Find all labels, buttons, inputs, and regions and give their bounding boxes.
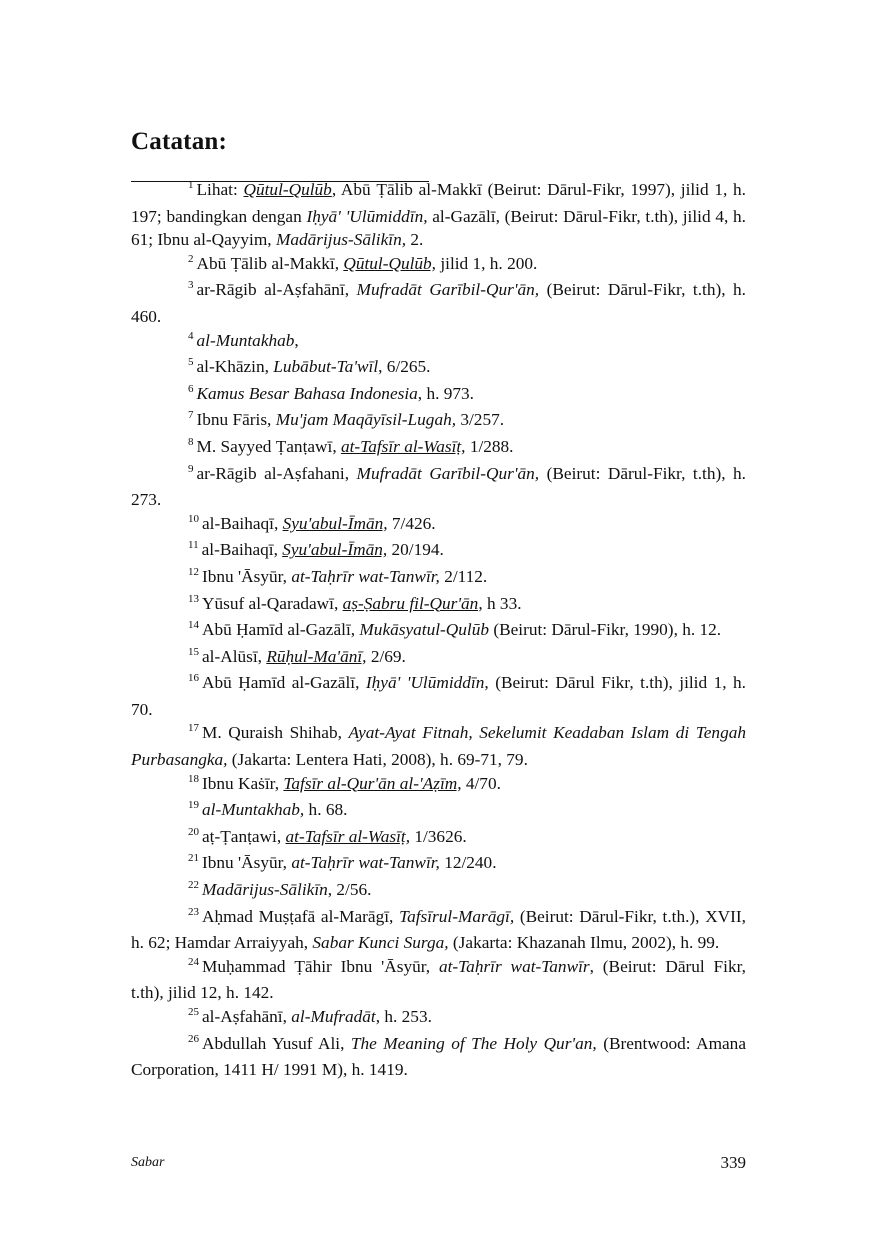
footnote-number: 22 xyxy=(188,879,199,892)
footnote-text: 4/70. xyxy=(461,773,501,793)
footnote-text: , Abū Ṭālib al-Makkī (Beirut: Dārul-Fikr, 1997), jilid 1, h. 197; bandingkan dengan xyxy=(131,180,746,226)
citation-title: Lubābut-Ta'wīl xyxy=(273,357,379,377)
footnote-22 xyxy=(131,878,746,905)
citation-title: al-Mufradāt xyxy=(291,1007,376,1026)
footnote-text: jilid 1, h. 200. xyxy=(436,253,538,273)
footnote-text: (Brentwood: Amana Corporation, 1411 H/ 1991 M), h. 1419. xyxy=(131,1033,746,1080)
footnote-9 xyxy=(131,462,746,512)
citation-title: at-Tafsīr al-Wasīṭ, xyxy=(340,436,466,456)
citation-title: at-Taḥrīr wat-Tanwīr xyxy=(438,956,590,976)
citation-title: Mukāsyatul-Qulūb xyxy=(359,620,489,640)
footnote-5 xyxy=(131,355,746,382)
footnote-number: 10 xyxy=(188,512,199,525)
footnote-text: 2. xyxy=(406,230,424,250)
footnote-number: 24 xyxy=(188,955,199,968)
footnote-text: Ibnu 'Āsyūr, xyxy=(202,566,292,586)
footnote-text: 20/194. xyxy=(387,540,444,560)
footnote-19 xyxy=(131,798,746,825)
footnote-text: 1/3626. xyxy=(410,826,467,846)
footnote-number: 20 xyxy=(188,825,199,838)
footnote-8 xyxy=(131,435,746,462)
footnote-text: 2/69. xyxy=(366,646,406,666)
footnote-number: 15 xyxy=(188,645,199,658)
footnote-text: al-Aṣfahānī, xyxy=(202,1007,292,1026)
footnote-text: (Beirut: Dārul-Fikr, 1990), h. 12. xyxy=(489,620,722,640)
footnote-number: 8 xyxy=(188,435,194,448)
footnote-text: (Beirut: Dārul-Fikr, t.th), h. 460. xyxy=(131,280,746,326)
footnote-number: 14 xyxy=(188,619,199,632)
footnote-text: Abū Ḥamīd al-Gazālī, xyxy=(202,673,366,693)
footnote-text: M. Sayyed Ṭanṭawī, xyxy=(196,436,341,456)
footnote-text: Abū Ṭālib al-Makkī, xyxy=(196,253,344,273)
citation-title: Ayat-Ayat Fitnah, Sekelumit Keadaban Islam di Tengah Purbasangka, xyxy=(131,723,746,770)
citation-title: at-Taḥrīr wat-Tanwīr, xyxy=(291,566,440,586)
footnote-number: 11 xyxy=(188,539,199,552)
footnote-1 xyxy=(131,178,746,252)
footnote-number: 18 xyxy=(188,772,199,785)
footnote-number: 21 xyxy=(188,852,199,865)
footnote-text: , (Beirut: Dārul Fikr, t.th), jilid 1, h. 70. xyxy=(131,673,746,719)
page-number: 339 xyxy=(720,1153,746,1172)
footnote-text: ar-Rāgib al-Aṣfahani, xyxy=(196,463,357,483)
citation-title: al-Muntakhab, xyxy=(202,800,305,820)
citation-title: Madārijus-Sālikīn, xyxy=(275,230,407,250)
footnote-text: , h. 253. xyxy=(375,1007,432,1026)
footnote-number: 9 xyxy=(188,462,194,475)
footnote-text: 3/257. xyxy=(456,410,505,430)
footnote-text: , 2/56. xyxy=(327,880,372,900)
citation-title: Madārijus-Sālikīn xyxy=(202,880,328,900)
footnote-text: , h. 973. xyxy=(417,383,474,403)
footnote-text: Aḥmad Muṣṭafā al-Marāgī, xyxy=(202,906,400,926)
citation-title: Mu'jam Maqāyīsil-Lugah, xyxy=(275,410,457,430)
footnote-number: 1 xyxy=(188,179,194,191)
footnote-7 xyxy=(131,408,746,435)
footnote-17 xyxy=(131,721,746,771)
footnote-18 xyxy=(131,772,746,799)
footnote-number: 13 xyxy=(188,592,199,605)
citation-title: Sabar Kunci Surga, xyxy=(312,933,449,953)
footnote-text: h 33. xyxy=(482,593,522,613)
footnote-text: ar-Rāgib al-Aṣfahānī, xyxy=(196,280,357,300)
footnote-number: 12 xyxy=(188,565,199,578)
running-title: Sabar xyxy=(131,1155,165,1170)
footnote-text: Ibnu 'Āsyūr, xyxy=(202,853,292,873)
footnote-number: 3 xyxy=(188,279,194,292)
footnote-text: al-Alūsī, xyxy=(202,646,267,666)
citation-title: at-Tafsīr al-Wasīṭ, xyxy=(285,826,411,846)
footnote-6 xyxy=(131,382,746,409)
footnote-text: Lihat: xyxy=(196,180,244,199)
footnote-text: h. 68. xyxy=(304,800,348,820)
footnote-12 xyxy=(131,565,746,592)
footnote-number: 25 xyxy=(188,1006,199,1018)
footnote-23 xyxy=(131,905,746,955)
citation-title: Qūtul-Qulūb xyxy=(243,180,332,199)
citation-title: Iḥyā' 'Ulūmiddīn xyxy=(365,673,485,693)
footnote-24 xyxy=(131,955,746,1005)
footnote-26 xyxy=(131,1032,746,1082)
footnote-number: 19 xyxy=(188,799,199,812)
footnote-text: , (Beirut: Dārul Fikr, t.th), jilid 12, h. 142. xyxy=(131,956,746,1003)
citation-title: al-Muntakhab xyxy=(196,330,295,350)
citation-title: Mufradāt Garībil-Qur'ān, xyxy=(356,463,540,483)
citation-title: Qūtul-Qulūb, xyxy=(343,253,437,273)
citation-title: Iḥyā' 'Ulūmiddīn, xyxy=(306,206,428,226)
footnote-text: 7/426. xyxy=(387,513,436,533)
citation-title: Syu'abul-Īmān, xyxy=(282,540,388,560)
page-heading: Catatan: xyxy=(131,128,228,155)
footnote-text: Abū Ḥamīd al-Gazālī, xyxy=(202,620,360,640)
footnote-20 xyxy=(131,825,746,852)
citation-title: Tafsīr al-Qur'ān al-'Aẓīm, xyxy=(283,773,462,793)
citation-title: aṣ-Ṣabru fil-Qur'ān, xyxy=(342,593,483,613)
footnote-text: al-Baihaqī, xyxy=(202,513,283,533)
footnote-13 xyxy=(131,592,746,619)
citation-title: Kamus Besar Bahasa Indonesia xyxy=(196,383,418,403)
footnote-16 xyxy=(131,671,746,721)
footnote-2 xyxy=(131,252,746,279)
footnote-text: Ibnu Fāris, xyxy=(196,410,276,430)
footnote-text: aṭ-Ṭanṭawi, xyxy=(202,826,286,846)
footnote-text: 12/240. xyxy=(439,853,497,873)
footnote-text: , 6/265. xyxy=(378,357,431,377)
footnote-text: (Beirut: Dārul-Fikr, t.th), h. 273. xyxy=(131,463,746,510)
footnote-21 xyxy=(131,851,746,878)
notes-list xyxy=(131,178,746,1082)
footnote-number: 23 xyxy=(188,905,199,918)
footnote-14 xyxy=(131,618,746,645)
footnote-text: al-Baihaqī, xyxy=(201,540,283,560)
footnote-number: 7 xyxy=(188,409,194,422)
footnote-15 xyxy=(131,645,746,672)
footnote-number: 17 xyxy=(188,722,199,735)
footnote-text: Muḥammad Ṭāhir Ibnu 'Āsyūr, xyxy=(202,956,439,976)
footnote-text: Ibnu Kaṡīr, xyxy=(202,773,284,793)
footnote-11 xyxy=(131,538,746,565)
footnote-25 xyxy=(131,1005,746,1032)
citation-title: Syu'abul-Īmān, xyxy=(282,513,388,533)
footnote-text: Abdullah Yusuf Ali, xyxy=(202,1033,351,1053)
footnote-text: (Jakarta: Lentera Hati, 2008), h. 69-71, 79. xyxy=(227,750,528,770)
footnote-number: 5 xyxy=(188,356,194,369)
footnote-text: 2/112. xyxy=(439,566,488,586)
citation-title: Tafsīrul-Marāgī, xyxy=(399,906,515,926)
footnote-number: 6 xyxy=(188,382,194,395)
citation-title: The Meaning of The Holy Qur'an, xyxy=(350,1033,597,1053)
footnote-number: 2 xyxy=(188,252,194,265)
footnote-text: Yūsuf al-Qaradawī, xyxy=(202,593,343,613)
footnote-text: (Jakarta: Khazanah Ilmu, 2002), h. 99. xyxy=(448,933,720,953)
footnote-text: M. Quraish Shihab, xyxy=(202,723,349,743)
citation-title: at-Taḥrīr wat-Tanwīr, xyxy=(291,853,440,873)
citation-title: Mufradāt Garībil-Qur'ān, xyxy=(356,280,540,300)
footnote-10 xyxy=(131,512,746,539)
citation-title: Rūḥul-Ma'ānī, xyxy=(266,646,367,666)
footnote-text: (Beirut: Dārul-Fikr, t.th.), XVII, h. 62; Hamdar Arraiyyah, xyxy=(131,906,746,953)
footnote-number: 4 xyxy=(188,329,194,342)
footnote-text: 1/288. xyxy=(465,436,514,456)
footnote-4 xyxy=(131,329,746,356)
footnote-text: al-Gazālī, (Beirut: Dārul-Fikr, t.th), jilid 4, h. 61; Ibnu al-Qayyim, xyxy=(131,206,746,250)
footnote-3 xyxy=(131,278,746,328)
footnote-number: 26 xyxy=(188,1032,199,1045)
footnote-text: al-Khāzin, xyxy=(196,357,274,377)
footnote-text: , xyxy=(294,330,299,350)
footnote-number: 16 xyxy=(188,672,199,685)
